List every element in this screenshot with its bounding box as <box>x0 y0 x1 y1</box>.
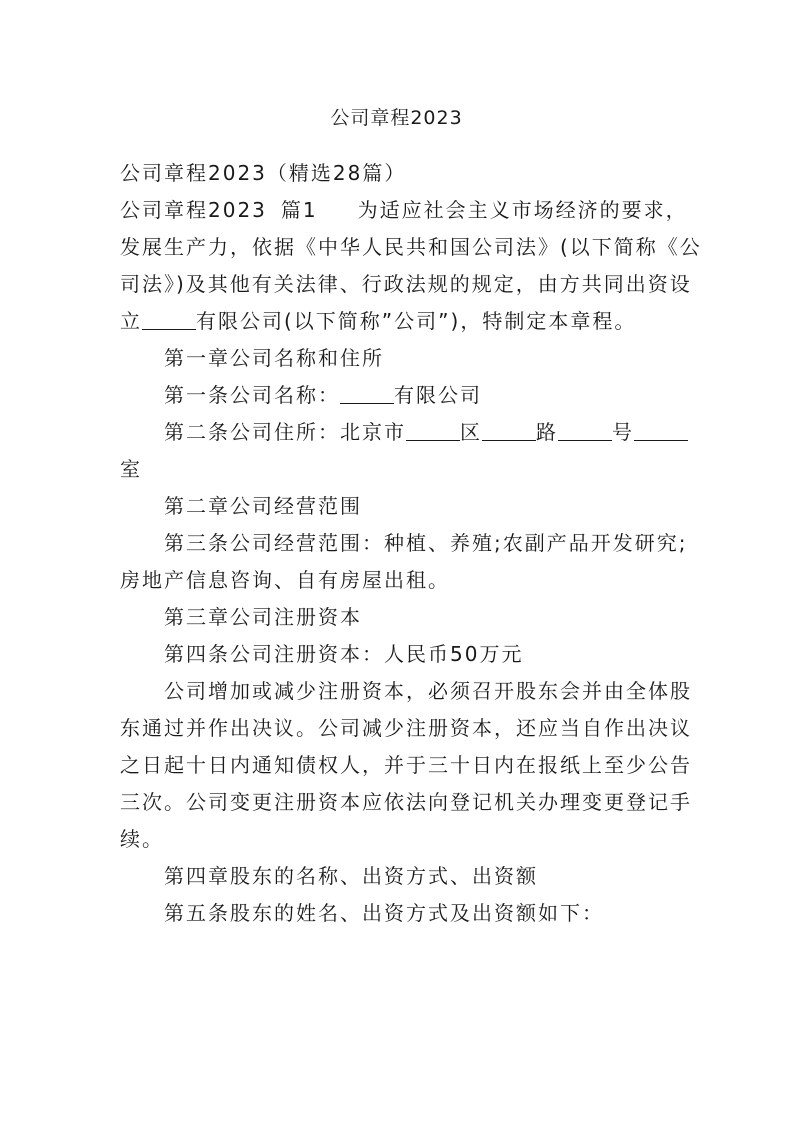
text-segment: 区 <box>460 420 482 444</box>
text-segment: 室 <box>120 457 142 481</box>
text-segment: 第三章公司注册资本 <box>164 605 362 629</box>
article-line <box>120 414 680 451</box>
chapter-heading <box>120 488 680 525</box>
text-segment: 路 <box>536 420 558 444</box>
fill-in-blank <box>340 383 394 404</box>
article-line <box>120 377 680 414</box>
text-segment: 第二章公司经营范围 <box>164 494 362 518</box>
text-segment: 之日起十日内通知债权人，并于三十日内在报纸上至少公告 <box>120 753 692 777</box>
text-segment: 续。 <box>120 827 164 851</box>
fill-in-blank <box>482 420 536 441</box>
article-line <box>120 525 688 562</box>
chapter-heading <box>120 340 680 377</box>
text-segment: 号 <box>612 420 634 444</box>
paragraph-line <box>120 821 680 858</box>
text-segment: 第一条公司名称： <box>164 383 340 407</box>
document-title: 公司章程2023 <box>330 107 463 129</box>
text-segment: 公司增加或减少注册资本，必须召开股东会并由全体股 <box>164 679 692 703</box>
text-segment: 第二条公司住所：北京市 <box>164 420 406 444</box>
paragraph-line <box>120 229 702 266</box>
paragraph-line <box>120 710 692 747</box>
fill-in-blank <box>634 420 688 441</box>
paragraph-line <box>120 266 692 303</box>
text-segment: 为适应社会主义市场经济的要求， <box>357 198 688 222</box>
subtitle-line <box>120 155 680 192</box>
fill-in-blank <box>142 309 196 330</box>
article-line <box>120 895 680 932</box>
text-segment: 第一章公司名称和住所 <box>164 346 384 370</box>
text-segment: 东通过并作出决议。公司减少注册资本，还应当自作出决议 <box>120 716 692 740</box>
text-segment: 有限公司 <box>394 383 482 407</box>
text-segment: 司法》)及其他有关法律、行政法规的规定，由方共同出资设 <box>120 272 692 296</box>
document-body <box>120 155 702 932</box>
text-segment: 第四条公司注册资本：人民币50万元 <box>164 642 524 666</box>
text-segment: 公司章程2023（精选28篇） <box>120 161 407 185</box>
paragraph-line <box>120 451 680 488</box>
chapter-heading <box>120 858 680 895</box>
article-line <box>120 636 680 673</box>
text-segment: 第四章股东的名称、出资方式、出资额 <box>164 864 538 888</box>
text-segment: 篇1 <box>280 198 318 222</box>
paragraph-line <box>120 303 680 340</box>
paragraph-line <box>120 784 692 821</box>
text-segment: 立 <box>120 309 142 333</box>
paragraph-line <box>120 562 680 599</box>
text-segment: 公司章程2023 <box>120 198 267 222</box>
chapter-heading <box>120 599 680 636</box>
text-segment: 三次。公司变更注册资本应依法向登记机关办理变更登记手 <box>120 790 692 814</box>
text-segment: 房地产信息咨询、自有房屋出租。 <box>120 568 450 592</box>
text-segment: 有限公司(以下简称”公司”)，特制定本章程。 <box>196 309 637 333</box>
paragraph-line <box>120 747 692 784</box>
fill-in-blank <box>558 420 612 441</box>
text-segment: 发展生产力，依据《中华人民共和国公司法》(以下简称《公 <box>120 235 702 259</box>
paragraph-line <box>120 192 688 229</box>
text-segment: 第五条股东的姓名、出资方式及出资额如下： <box>164 901 604 925</box>
fill-in-blank <box>406 420 460 441</box>
paragraph-line <box>120 673 692 710</box>
text-segment: 第三条公司经营范围：种植、养殖;农副产品开发研究; <box>164 531 688 555</box>
